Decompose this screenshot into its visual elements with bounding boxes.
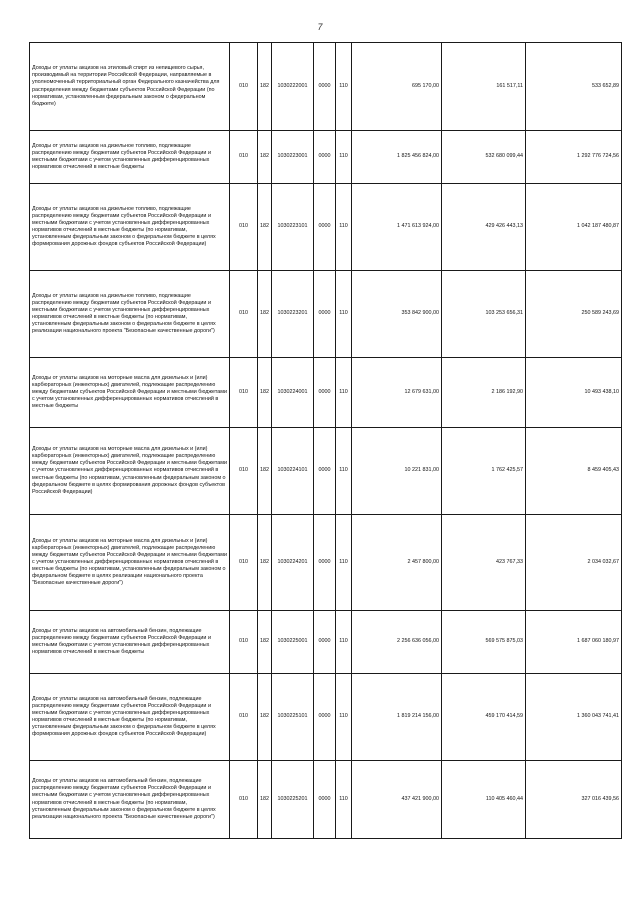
table-row	[30, 611, 622, 674]
admin-code: 182	[258, 131, 272, 184]
line-code: 010	[230, 515, 258, 611]
kosgu-code: 110	[336, 515, 352, 611]
kosgu-code: 110	[336, 131, 352, 184]
income-code: 1030222001	[272, 43, 314, 131]
table-row	[30, 674, 622, 761]
plan-amount: 2 457 800,00	[352, 515, 442, 611]
plan-amount: 10 221 831,00	[352, 428, 442, 515]
table-row	[30, 515, 622, 611]
line-code: 010	[230, 271, 258, 358]
program-code: 0000	[314, 43, 336, 131]
remaining-amount: 250 589 243,69	[526, 271, 622, 358]
plan-amount: 695 170,00	[352, 43, 442, 131]
executed-amount: 110 405 460,44	[442, 761, 526, 839]
income-code: 1030224001	[272, 358, 314, 428]
line-code: 010	[230, 674, 258, 761]
table-row	[30, 761, 622, 839]
program-code: 0000	[314, 131, 336, 184]
plan-amount: 1 471 613 924,00	[352, 184, 442, 271]
remaining-amount: 10 493 438,10	[526, 358, 622, 428]
income-code: 1030225001	[272, 611, 314, 674]
admin-code: 182	[258, 184, 272, 271]
line-code: 010	[230, 428, 258, 515]
income-description: Доходы от уплаты акцизов на автомобильный бензин, подлежащие распределению между бюджетами субъектов Российской Федерации и местными бюджетами с учетом установленных дифференцированных нормативов отчислений в местные бюджеты (по нормативам, установленным федеральным законом о федеральном бюджете в целях реализации национального проекта "Безопасные качественные дороги")	[30, 761, 230, 839]
line-code: 010	[230, 184, 258, 271]
remaining-amount: 2 034 032,67	[526, 515, 622, 611]
kosgu-code: 110	[336, 761, 352, 839]
remaining-amount: 8 459 405,43	[526, 428, 622, 515]
program-code: 0000	[314, 674, 336, 761]
plan-amount: 1 825 456 824,00	[352, 131, 442, 184]
admin-code: 182	[258, 611, 272, 674]
remaining-amount: 1 360 043 741,41	[526, 674, 622, 761]
kosgu-code: 110	[336, 611, 352, 674]
admin-code: 182	[258, 674, 272, 761]
line-code: 010	[230, 43, 258, 131]
income-code: 1030223101	[272, 184, 314, 271]
income-description: Доходы от уплаты акцизов на этиловый спирт из непищевого сырья, производимый на территории Российской Федерации, направляемые в уполномоченный территориальный орган Федерального казначейства для распределения между бюджетами субъектов Российской Федерации (по нормативам, установленным федеральным законом о федеральном бюджете)	[30, 43, 230, 131]
income-code: 1030224201	[272, 515, 314, 611]
program-code: 0000	[314, 761, 336, 839]
line-code: 010	[230, 131, 258, 184]
budget-revenue-table	[29, 42, 622, 839]
income-description: Доходы от уплаты акцизов на автомобильный бензин, подлежащие распределению между бюджетами субъектов Российской Федерации и местными бюджетами с учетом установленных дифференцированных нормативов отчислений в местные бюджеты (по нормативам, установленным федеральным законом о федеральном бюджете в целях формирования дорожных фондов субъектов Российской Федерации)	[30, 674, 230, 761]
kosgu-code: 110	[336, 358, 352, 428]
income-description: Доходы от уплаты акцизов на дизельное топливо, подлежащие распределению между бюджетами субъектов Российской Федерации и местными бюджетами с учетом установленных дифференцированных нормативов отчислений в местные бюджеты (по нормативам, установленным федеральным законом о федеральном бюджете в целях реализации национального проекта "Безопасные качественные дороги")	[30, 271, 230, 358]
income-description: Доходы от уплаты акцизов на дизельное топливо, подлежащие распределению между бюджетами субъектов Российской Федерации и местными бюджетами с учетом установленных дифференцированных нормативов отчислений в местные бюджеты (по нормативам, установленным федеральным законом о федеральном бюджете в целях формирования дорожных фондов субъектов Российской Федерации)	[30, 184, 230, 271]
income-code: 1030223001	[272, 131, 314, 184]
income-code: 1030224101	[272, 428, 314, 515]
remaining-amount: 327 016 439,56	[526, 761, 622, 839]
plan-amount: 2 256 636 056,00	[352, 611, 442, 674]
executed-amount: 532 680 099,44	[442, 131, 526, 184]
table-row	[30, 184, 622, 271]
table-row	[30, 428, 622, 515]
executed-amount: 2 186 192,90	[442, 358, 526, 428]
income-description: Доходы от уплаты акцизов на моторные масла для дизельных и (или) карбюраторных (инжекторных) двигателей, подлежащие распределению между бюджетами субъектов Российской Федерации и местными бюджетами с учетом установленных дифференцированных нормативов отчислений в местные бюджеты (по нормативам, установленным федеральным законом о федеральном бюджете в целях формирования дорожных фондов субъектов Российской Федерации)	[30, 428, 230, 515]
page-number: 7	[317, 22, 323, 32]
program-code: 0000	[314, 184, 336, 271]
remaining-amount: 1 687 060 180,97	[526, 611, 622, 674]
plan-amount: 1 819 214 156,00	[352, 674, 442, 761]
table-row	[30, 358, 622, 428]
executed-amount: 103 253 656,31	[442, 271, 526, 358]
line-code: 010	[230, 611, 258, 674]
income-code: 1030223201	[272, 271, 314, 358]
admin-code: 182	[258, 43, 272, 131]
income-description: Доходы от уплаты акцизов на моторные масла для дизельных и (или) карбюраторных (инжекторных) двигателей, подлежащие распределению между бюджетами субъектов Российской Федерации и местными бюджетами с учетом установленных дифференцированных нормативов отчислений в местные бюджеты	[30, 358, 230, 428]
kosgu-code: 110	[336, 428, 352, 515]
remaining-amount: 1 292 776 724,56	[526, 131, 622, 184]
table-row	[30, 271, 622, 358]
table-row	[30, 43, 622, 131]
admin-code: 182	[258, 358, 272, 428]
admin-code: 182	[258, 271, 272, 358]
kosgu-code: 110	[336, 43, 352, 131]
program-code: 0000	[314, 428, 336, 515]
program-code: 0000	[314, 358, 336, 428]
executed-amount: 569 575 875,03	[442, 611, 526, 674]
admin-code: 182	[258, 428, 272, 515]
executed-amount: 423 767,33	[442, 515, 526, 611]
kosgu-code: 110	[336, 184, 352, 271]
plan-amount: 12 679 631,00	[352, 358, 442, 428]
program-code: 0000	[314, 271, 336, 358]
plan-amount: 353 842 900,00	[352, 271, 442, 358]
remaining-amount: 533 652,89	[526, 43, 622, 131]
admin-code: 182	[258, 515, 272, 611]
income-description: Доходы от уплаты акцизов на автомобильный бензин, подлежащие распределению между бюджетами субъектов Российской Федерации и местными бюджетами с учетом установленных дифференцированных нормативов отчислений в местные бюджеты	[30, 611, 230, 674]
kosgu-code: 110	[336, 271, 352, 358]
line-code: 010	[230, 761, 258, 839]
plan-amount: 437 421 900,00	[352, 761, 442, 839]
income-code: 1030225201	[272, 761, 314, 839]
program-code: 0000	[314, 611, 336, 674]
executed-amount: 1 762 425,57	[442, 428, 526, 515]
income-description: Доходы от уплаты акцизов на дизельное топливо, подлежащие распределению между бюджетами субъектов Российской Федерации и местными бюджетами с учетом установленных дифференцированных нормативов отчислений в местные бюджеты	[30, 131, 230, 184]
table-row	[30, 131, 622, 184]
remaining-amount: 1 042 187 480,87	[526, 184, 622, 271]
program-code: 0000	[314, 515, 336, 611]
income-code: 1030225101	[272, 674, 314, 761]
income-description: Доходы от уплаты акцизов на моторные масла для дизельных и (или) карбюраторных (инжекторных) двигателей, подлежащие распределению между бюджетами субъектов Российской Федерации и местными бюджетами с учетом установленных дифференцированных нормативов отчислений в местные бюджеты (по нормативам, установленным федеральным законом о федеральном бюджете в целях реализации национального проекта "Безопасные качественные дороги")	[30, 515, 230, 611]
admin-code: 182	[258, 761, 272, 839]
executed-amount: 161 517,11	[442, 43, 526, 131]
executed-amount: 459 170 414,59	[442, 674, 526, 761]
executed-amount: 429 426 443,13	[442, 184, 526, 271]
kosgu-code: 110	[336, 674, 352, 761]
line-code: 010	[230, 358, 258, 428]
